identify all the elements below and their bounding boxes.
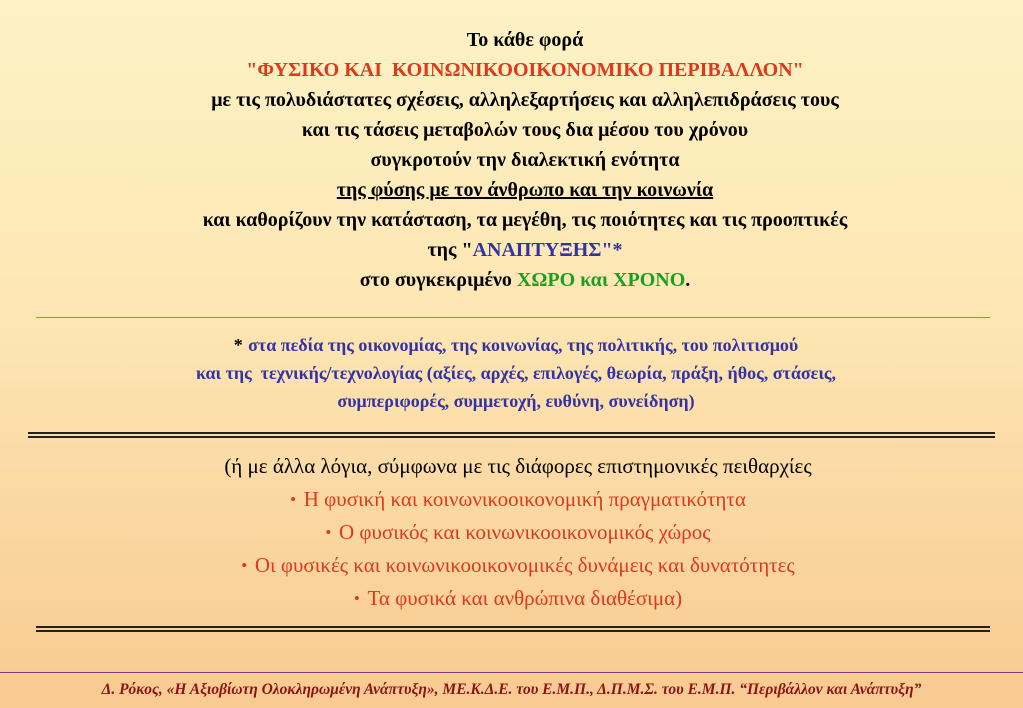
- alternatives-list: [20, 483, 1016, 615]
- footnote-line-1: [20, 331, 1012, 359]
- statement-line-space-time: [30, 265, 1020, 295]
- list-item: [20, 516, 1016, 549]
- statement-line-underlined: της φύσης με τον άνθρωπο και την κοινωνία: [336, 179, 714, 201]
- list-item: [20, 483, 1016, 516]
- footnote-marker: *: [233, 335, 243, 355]
- development-suffix: "*: [601, 239, 623, 261]
- statement-line-development: [30, 235, 1020, 265]
- footnote: [20, 331, 1012, 415]
- bullet-icon: •: [353, 589, 360, 608]
- footer-divider: [0, 672, 1023, 673]
- list-item: [20, 582, 1016, 615]
- statement-line-7: και καθορίζουν την κατάσταση, τα μεγέθη, τις ποιότητες και τις προοπτικές: [202, 209, 848, 231]
- divider-double-2: [36, 626, 990, 632]
- list-item-text: Τα φυσικά και ανθρώπινα διαθέσιμα): [367, 586, 683, 610]
- bullet-icon: •: [325, 523, 332, 542]
- alternatives-intro: (ή με άλλα λόγια, σύμφωνα με τις διάφορες επιστημονικές πειθαρχίες: [224, 454, 812, 478]
- space-time-suffix: .: [685, 269, 691, 291]
- footnote-line-2: και της τεχνικής/τεχνολογίας (αξίες, αρχές, επιλογές, θεωρία, πράξη, ήθος, στάσεις,: [195, 363, 837, 383]
- statement-line-3: με τις πολυδιάστατες σχέσεις, αλληλεξαρτήσεις και αλληλεπιδράσεις τους: [211, 89, 839, 111]
- space-time-prefix: στο συγκεκριμένο: [359, 269, 512, 291]
- bullet-icon: •: [290, 490, 297, 509]
- statement-line-5: συγκροτούν την διαλεκτική ενότητα: [370, 149, 680, 171]
- footnote-line-3: συμπεριφορές, συμμετοχή, ευθύνη, συνείδηση): [337, 391, 695, 411]
- list-item-text: Ο φυσικός και κοινωνικοοικονομικός χώρος: [339, 520, 711, 544]
- statement-line-4: και τις τάσεις μεταβολών τους δια μέσου του χρόνου: [301, 119, 749, 141]
- divider-double-1: [28, 432, 995, 438]
- main-statement: [30, 25, 1020, 295]
- footnote-text-1: στα πεδία της οικονομίας, της κοινωνίας, της πολιτικής, του πολιτισμού: [248, 335, 799, 355]
- list-item-text: Η φυσική και κοινωνικοοικονομική πραγματικότητα: [303, 487, 746, 511]
- space-time-keyword: ΧΩΡΟ και ΧΡΟΝΟ: [516, 269, 686, 291]
- footer-citation: Δ. Ρόκος, «Η Αξιοβίωτη Ολοκληρωμένη Ανάπτυξη», ΜΕ.Κ.Δ.Ε. του Ε.Μ.Π., Δ.Π.Μ.Σ. του Ε.Μ.Π. “Περιβάλλον και Ανάπτυξη”: [101, 681, 922, 698]
- statement-title-environment: "ΦΥΣΙΚΟ ΚΑΙ ΚΟΙΝΩΝΙΚΟΟΙΚΟΝΟΜΙΚΟ ΠΕΡΙΒΑΛΛΟΝ": [246, 59, 804, 81]
- alternatives: [20, 450, 1016, 615]
- divider-thin: [36, 317, 990, 318]
- development-prefix: της ": [427, 239, 473, 261]
- statement-line-1: Το κάθε φορά: [466, 29, 584, 51]
- bullet-icon: •: [241, 556, 248, 575]
- development-keyword: ΑΝΑΠΤΥΞΗΣ: [472, 239, 602, 261]
- list-item: [20, 549, 1016, 582]
- list-item-text: Οι φυσικές και κοινωνικοοικονομικές δυνάμεις και δυνατότητες: [254, 553, 795, 577]
